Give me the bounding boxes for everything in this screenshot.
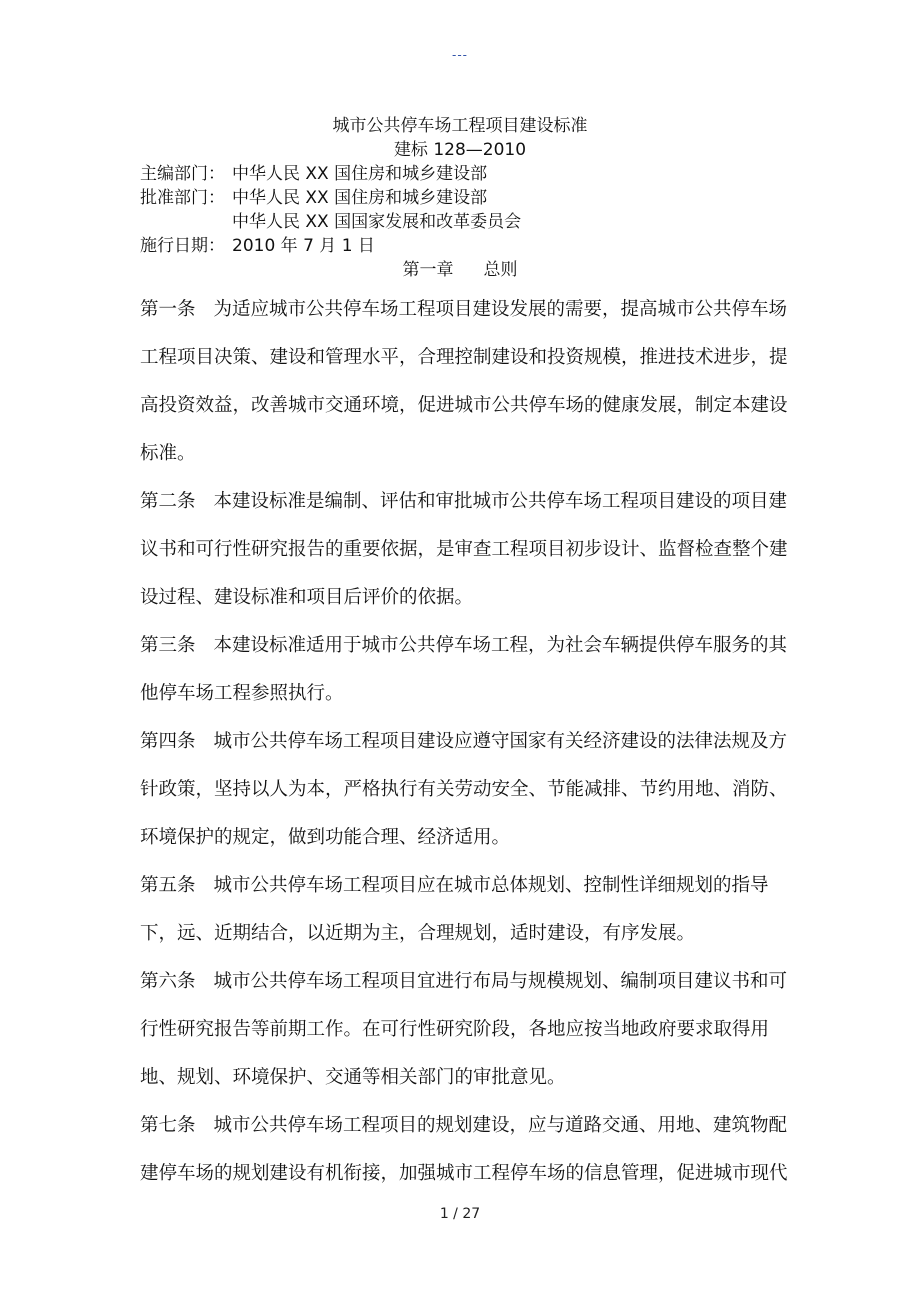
- article: [140, 862, 790, 958]
- meta-effective-date: [140, 234, 375, 258]
- page-total: 27: [462, 1206, 481, 1222]
- meta-approver-2: [140, 210, 521, 234]
- meta-value: 中华人民 XX 国住房和城乡建设部: [232, 164, 488, 184]
- header-mark: ---: [452, 48, 468, 62]
- article-list: [140, 286, 790, 1198]
- article-text: 本建设标准适用于城市公共停车场工程，为社会车辆提供停车服务的其他停车场工程参照执行。: [140, 635, 788, 704]
- meta-editor: [140, 162, 487, 186]
- article-number: 第三条: [140, 635, 196, 656]
- article-number: 第六条: [140, 971, 196, 992]
- page-number: 1: [439, 1206, 449, 1222]
- meta-value: 中华人民 XX 国住房和城乡建设部: [232, 188, 488, 208]
- article: [140, 1102, 790, 1198]
- page-footer: [0, 1206, 920, 1222]
- meta-approver: [140, 186, 487, 210]
- chapter-heading: [0, 258, 920, 282]
- meta-label: 主编部门：: [140, 164, 225, 184]
- meta-label: 施行日期：: [140, 236, 225, 256]
- page-separator: /: [448, 1206, 463, 1222]
- article-number: 第五条: [140, 875, 196, 896]
- article-text: 本建设标准是编制、评估和审批城市公共停车场工程项目建设的项目建议书和可行性研究报告的重要依据，是审查工程项目初步设计、监督检查整个建设过程、建设标准和项目后评价的依据。: [140, 491, 788, 608]
- meta-value: 2010 年 7 月 1 日: [232, 236, 375, 256]
- article-number: 第二条: [140, 491, 196, 512]
- meta-label: 批准部门：: [140, 188, 225, 208]
- chapter-number: 第一章: [402, 260, 454, 280]
- article-number: 第一条: [140, 299, 196, 320]
- chapter-name: 总则: [483, 260, 518, 280]
- article: [140, 286, 790, 478]
- article-text: 为适应城市公共停车场工程项目建设发展的需要，提高城市公共停车场工程项目决策、建设和管理水平，合理控制建设和投资规模，推进技术进步，提高投资效益，改善城市交通环境，促进城市公共停车场的健康发展，制定本建设标准。: [140, 299, 788, 464]
- article-number: 第七条: [140, 1115, 196, 1136]
- article-text: 城市公共停车场工程项目应在城市总体规划、控制性详细规划的指导下，远、近期结合，以近期为主，合理规划，适时建设，有序发展。: [140, 875, 769, 944]
- article-number: 第四条: [140, 731, 196, 752]
- standard-code: 建标 128—2010: [393, 140, 527, 160]
- article: [140, 958, 790, 1102]
- article: [140, 718, 790, 862]
- meta-value: 中华人民 XX 国国家发展和改革委员会: [232, 212, 522, 232]
- document-title: 城市公共停车场工程项目建设标准: [332, 116, 588, 136]
- article-text: 城市公共停车场工程项目建设应遵守国家有关经济建设的法律法规及方针政策，坚持以人为本，严格执行有关劳动安全、节能减排、节约用地、消防、环境保护的规定，做到功能合理、经济适用。: [140, 731, 788, 848]
- article-text: 城市公共停车场工程项目的规划建设，应与道路交通、用地、建筑物配建停车场的规划建设有机衔接，加强城市工程停车场的信息管理，促进城市现代: [140, 1115, 788, 1184]
- article-text: 城市公共停车场工程项目宜进行布局与规模规划、编制项目建议书和可行性研究报告等前期工作。在可行性研究阶段，各地应按当地政府要求取得用地、规划、环境保护、交通等相关部门的审批意见。: [140, 971, 788, 1088]
- article: [140, 622, 790, 718]
- article: [140, 478, 790, 622]
